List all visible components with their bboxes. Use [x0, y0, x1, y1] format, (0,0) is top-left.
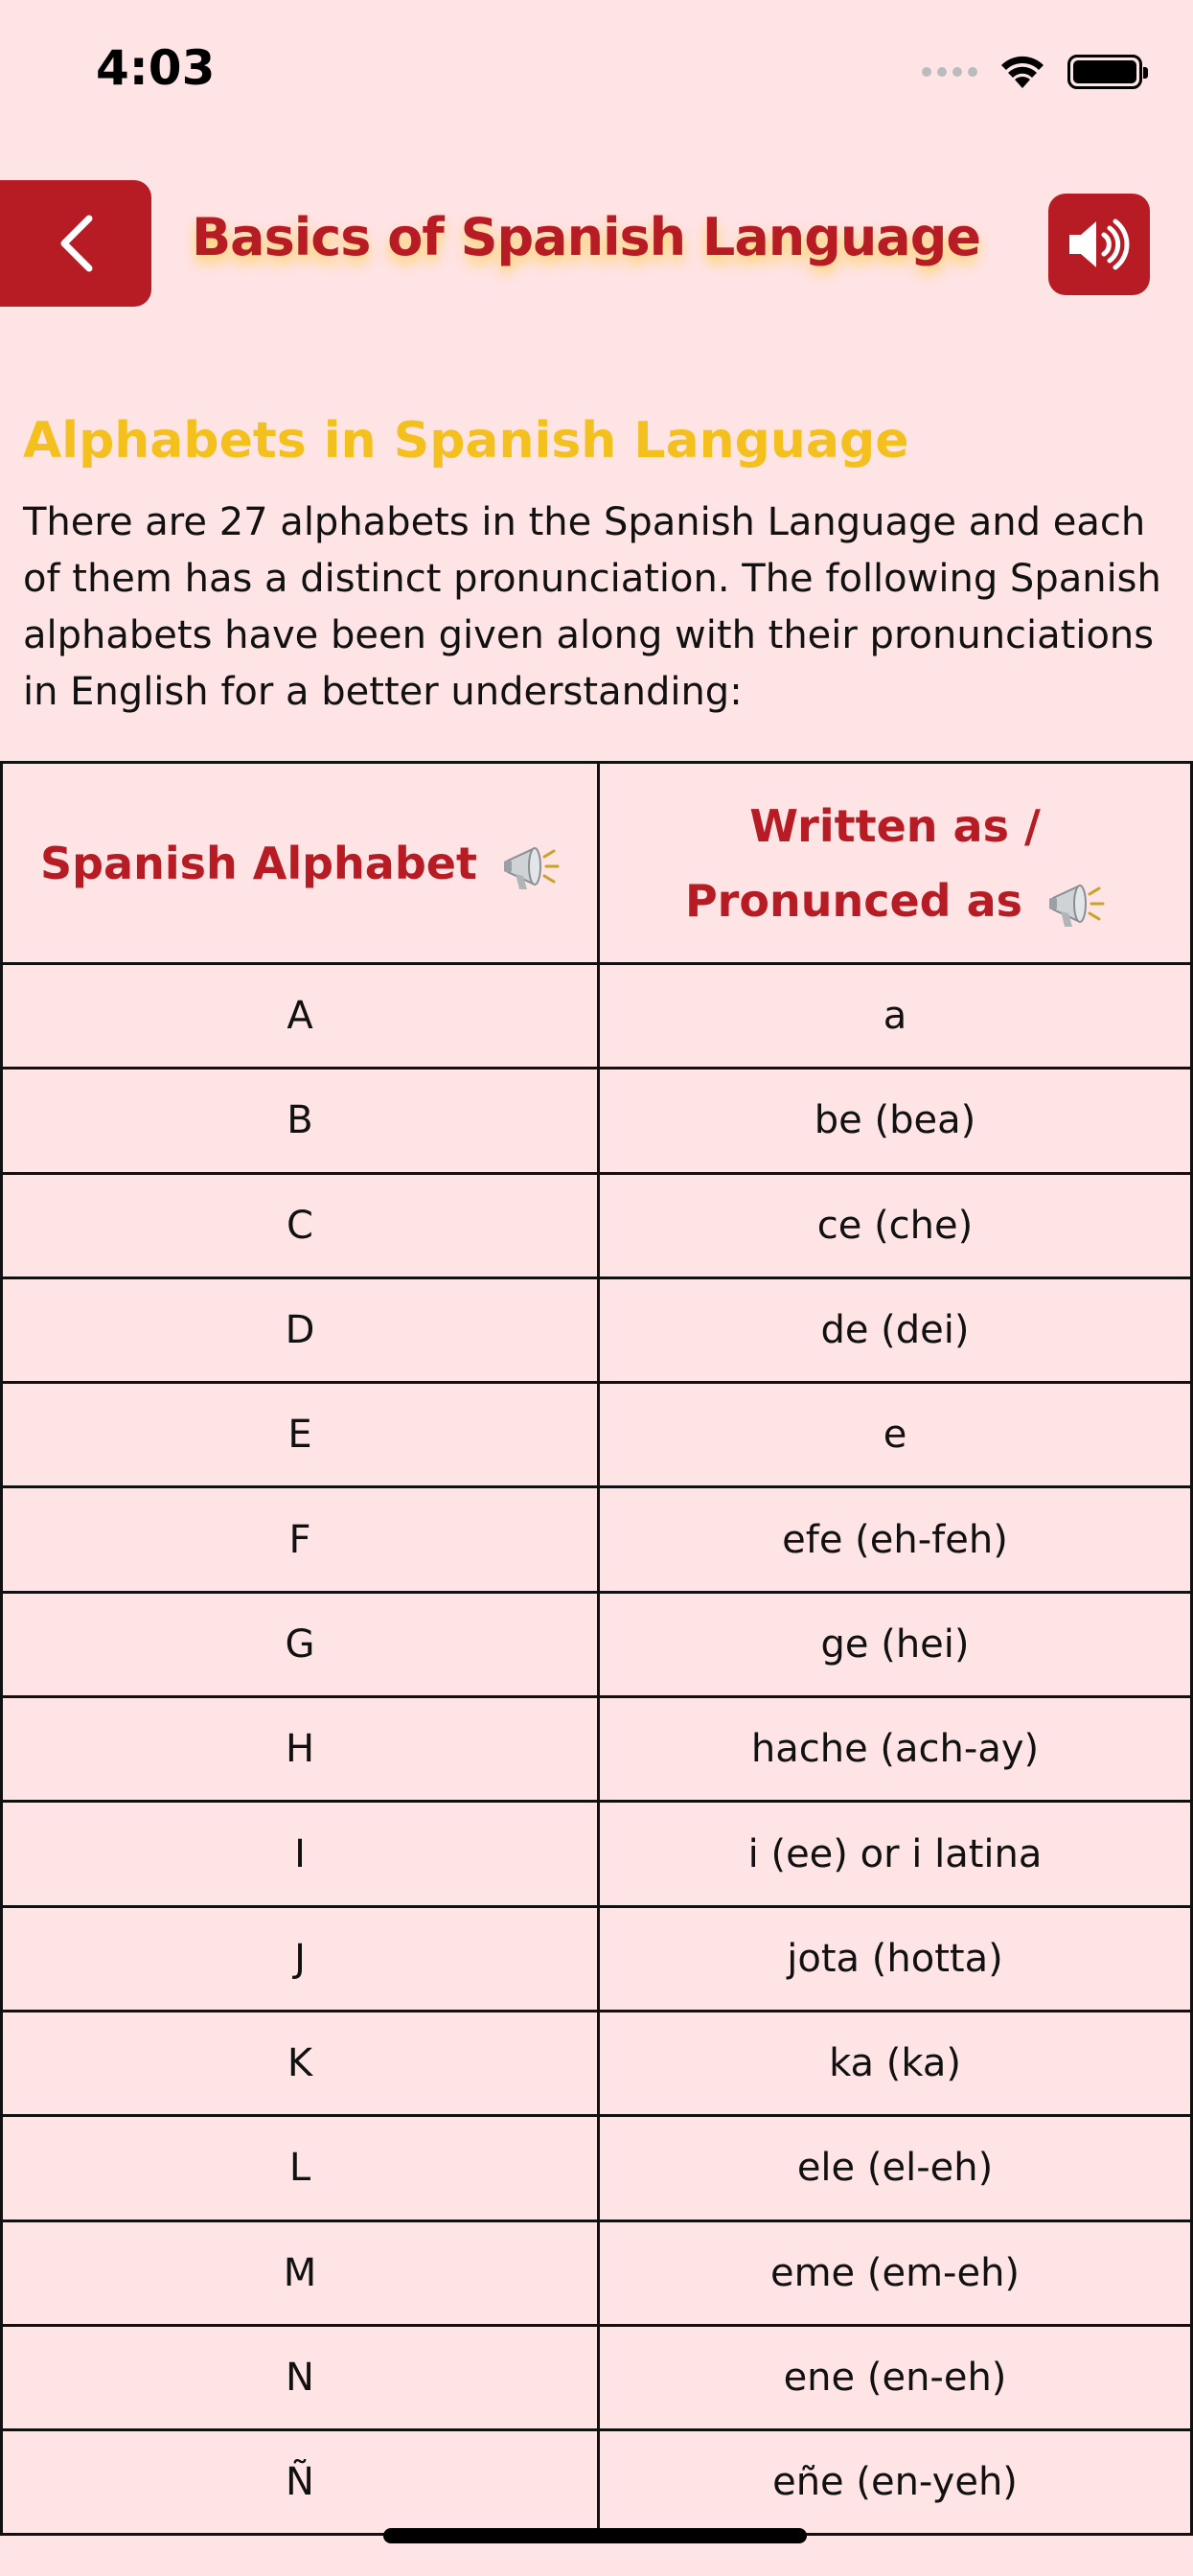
pronunciation-cell[interactable]: i (ee) or i latina [599, 1802, 1192, 1906]
table-row[interactable] [2, 1697, 1192, 1802]
table-row[interactable] [2, 1277, 1192, 1382]
pronunciation-cell[interactable]: a [599, 964, 1192, 1069]
status-time: 4:03 [96, 40, 216, 96]
table-row[interactable] [2, 1069, 1192, 1173]
battery-icon [1067, 55, 1142, 89]
header-spanish-alphabet[interactable] [2, 763, 599, 964]
table-row[interactable] [2, 2325, 1192, 2429]
header-label: Spanish Alphabet [40, 837, 477, 889]
chevron-left-icon [55, 213, 97, 274]
table-row[interactable] [2, 1802, 1192, 1906]
pronunciation-cell[interactable]: be (bea) [599, 1069, 1192, 1173]
pronunciation-cell[interactable]: de (dei) [599, 1277, 1192, 1382]
pronunciation-cell[interactable]: ene (en-eh) [599, 2325, 1192, 2429]
table-row[interactable] [2, 1173, 1192, 1277]
header-written-as[interactable] [599, 763, 1192, 964]
pronunciation-cell[interactable]: eñe (en-yeh) [599, 2430, 1192, 2535]
signal-icon [922, 67, 977, 77]
letter-cell[interactable]: L [2, 2116, 599, 2220]
pronunciation-cell[interactable]: eme (em-eh) [599, 2220, 1192, 2325]
back-button[interactable] [0, 180, 151, 307]
table-row[interactable] [2, 2011, 1192, 2115]
wifi-icon [998, 54, 1046, 90]
table-row[interactable] [2, 2220, 1192, 2325]
status-bar [0, 0, 1190, 144]
alphabet-table [0, 761, 1190, 2505]
pronunciation-cell[interactable]: ele (el-eh) [599, 2116, 1192, 2220]
letter-cell[interactable]: Ñ [2, 2430, 599, 2535]
table-header-row [2, 763, 1192, 964]
letter-cell[interactable]: M [2, 2220, 599, 2325]
letter-cell[interactable]: N [2, 2325, 599, 2429]
letter-cell[interactable]: A [2, 964, 599, 1069]
megaphone-icon [502, 840, 560, 893]
header [0, 180, 1190, 307]
table-row[interactable] [2, 1592, 1192, 1696]
pronunciation-cell[interactable]: efe (eh-feh) [599, 1487, 1192, 1592]
letter-cell[interactable]: H [2, 1697, 599, 1802]
table-row[interactable] [2, 1383, 1192, 1487]
letter-cell[interactable]: J [2, 1906, 599, 2011]
letter-cell[interactable]: F [2, 1487, 599, 1592]
home-indicator[interactable] [383, 2528, 807, 2543]
table-row[interactable] [2, 964, 1192, 1069]
page-title: Basics of Spanish Language [192, 207, 981, 267]
letter-cell[interactable]: K [2, 2011, 599, 2115]
intro-text: There are 27 alphabets in the Spanish Language and each of them has a distinct pronunciation. The following Spanish alphabets have been given along with their pronunciations in English for a better understanding: [23, 500, 1161, 714]
table-row[interactable] [2, 1906, 1192, 2011]
section-heading: Alphabets in Spanish Language [23, 412, 909, 470]
letter-cell[interactable]: C [2, 1173, 599, 1277]
letter-cell[interactable]: D [2, 1277, 599, 1382]
header-label: Written as / Pronunced as [684, 799, 1041, 927]
status-icons [922, 54, 1142, 90]
pronunciation-cell[interactable]: ka (ka) [599, 2011, 1192, 2115]
table-row[interactable] [2, 2430, 1192, 2535]
table-row[interactable] [2, 2116, 1192, 2220]
pronunciation-cell[interactable]: ce (che) [599, 1173, 1192, 1277]
letter-cell[interactable]: B [2, 1069, 599, 1173]
sound-button[interactable] [1048, 194, 1150, 295]
speaker-icon [1066, 216, 1133, 273]
letter-cell[interactable]: G [2, 1592, 599, 1696]
table-row[interactable] [2, 1487, 1192, 1592]
letter-cell[interactable]: I [2, 1802, 599, 1906]
pronunciation-cell[interactable]: e [599, 1383, 1192, 1487]
megaphone-icon [1047, 877, 1105, 931]
pronunciation-cell[interactable]: ge (hei) [599, 1592, 1192, 1696]
letter-cell[interactable]: E [2, 1383, 599, 1487]
pronunciation-cell[interactable]: hache (ach-ay) [599, 1697, 1192, 1802]
pronunciation-cell[interactable]: jota (hotta) [599, 1906, 1192, 2011]
